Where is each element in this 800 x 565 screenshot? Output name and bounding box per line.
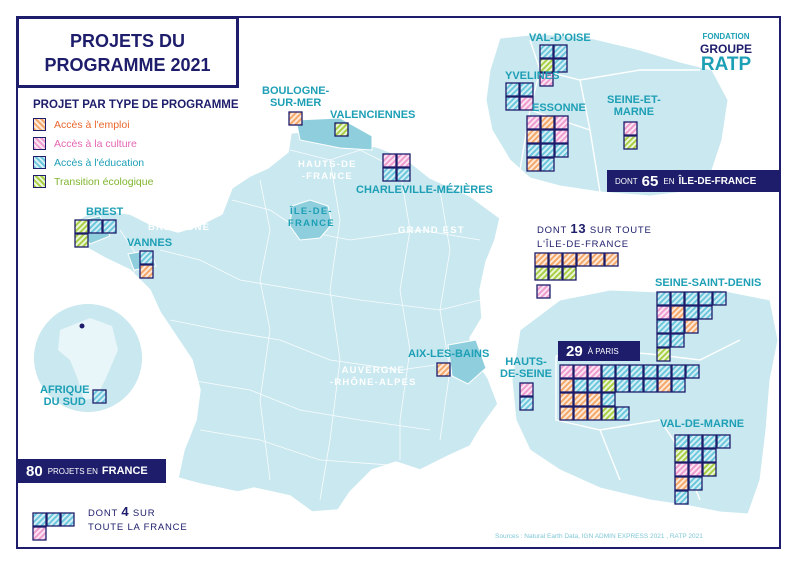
project-square: [289, 112, 302, 125]
legend-label-emploi: Accès à l'emploi: [54, 118, 130, 131]
project-square: [537, 285, 550, 298]
project-square: [541, 144, 554, 157]
note-france-line2: TOUTE LA FRANCE: [88, 522, 188, 533]
project-square: [574, 407, 587, 420]
project-square: [574, 393, 587, 406]
title-line-2: PROGRAMME 2021: [44, 55, 211, 75]
note-france-pre: DONT: [88, 508, 118, 519]
project-square: [616, 365, 629, 378]
project-square: [686, 365, 699, 378]
project-square: [506, 83, 519, 96]
title-line-1: PROJETS DU: [69, 31, 186, 51]
project-square: [554, 45, 567, 58]
note-france-post: SUR: [132, 508, 156, 519]
project-square: [555, 116, 568, 129]
project-square: [671, 334, 684, 347]
note-idf-wide: [537, 222, 652, 252]
label-seine-marne: SEINE-ET- MARNE: [607, 94, 661, 118]
total-idf-post: ÎLE-DE-FRANCE: [678, 175, 757, 187]
project-square: [75, 220, 88, 233]
project-square: [630, 379, 643, 392]
project-square: [33, 513, 46, 526]
project-square: [699, 292, 712, 305]
project-square: [591, 253, 604, 266]
project-square: [527, 144, 540, 157]
project-square: [560, 365, 573, 378]
project-square: [703, 449, 716, 462]
label-vannes: VANNES: [127, 237, 173, 249]
project-square: [93, 390, 106, 403]
project-square: [335, 123, 348, 136]
project-square: [602, 407, 615, 420]
project-square: [560, 407, 573, 420]
project-square: [574, 365, 587, 378]
project-square: [588, 393, 601, 406]
emploi-swatch: [33, 118, 46, 131]
project-square: [717, 435, 730, 448]
project-square: [549, 267, 562, 280]
region-bretagne: BRETAGNE: [148, 222, 211, 233]
total-idf-number: 65: [641, 172, 659, 190]
project-square: [140, 265, 153, 278]
project-square: [675, 449, 688, 462]
project-square: [437, 363, 450, 376]
total-france-number: 80: [26, 462, 43, 480]
education-swatch: [33, 156, 46, 169]
project-square: [657, 348, 670, 361]
project-square: [555, 144, 568, 157]
project-square: [685, 320, 698, 333]
project-square: [624, 136, 637, 149]
total-france-post: FRANCE: [101, 465, 148, 477]
label-afrique: AFRIQUE DU SUD: [40, 384, 90, 408]
project-square: [383, 168, 396, 181]
project-square: [540, 45, 553, 58]
note-idf-line2: L'ÎLE-DE-FRANCE: [537, 239, 629, 250]
project-square: [658, 365, 671, 378]
sources-note: Sources : Natural Earth Data, IGN ADMIN EXPRESS 2021 , RATP 2021: [495, 533, 703, 540]
project-square: [672, 365, 685, 378]
project-square: [657, 334, 670, 347]
project-square: [671, 320, 684, 333]
project-square: [560, 379, 573, 392]
project-square: [535, 267, 548, 280]
project-square: [675, 463, 688, 476]
legend-label-culture: Accès à la culture: [54, 137, 137, 150]
project-square: [47, 513, 60, 526]
project-square: [644, 379, 657, 392]
project-square: [685, 306, 698, 319]
note-idf-post: SUR TOUTE: [589, 225, 652, 236]
label-hauts-seine: HAUTS- DE-SEINE: [500, 356, 552, 380]
project-square: [671, 306, 684, 319]
project-square: [675, 435, 688, 448]
project-square: [588, 365, 601, 378]
project-square: [602, 393, 615, 406]
region-hdf: HAUTS-DE -FRANCE: [298, 159, 357, 182]
label-charleville: CHARLEVILLE-MÉZIÈRES: [356, 184, 493, 196]
project-square: [103, 220, 116, 233]
project-square: [527, 130, 540, 143]
legend-item-emploi: [33, 115, 239, 134]
project-square: [675, 491, 688, 504]
note-france-number: 4: [121, 504, 130, 519]
total-idf-bar: [607, 170, 781, 192]
project-square: [602, 365, 615, 378]
project-square: [602, 379, 615, 392]
project-square: [644, 365, 657, 378]
project-square: [657, 292, 670, 305]
logo-line-3: RATP: [700, 54, 752, 75]
project-square: [33, 527, 46, 540]
project-square: [75, 234, 88, 247]
total-paris-bar: [558, 341, 640, 361]
note-idf-pre: DONT: [537, 225, 567, 236]
project-square: [563, 267, 576, 280]
project-square: [605, 253, 618, 266]
fondation-ratp-logo: [700, 30, 752, 74]
label-seine-st-denis: SEINE-SAINT-DENIS: [655, 277, 762, 289]
total-paris-number: 29: [566, 342, 583, 360]
project-square: [555, 130, 568, 143]
project-square: [520, 383, 533, 396]
region-ara: AUVERGNE -RHÔNE-ALPES: [330, 365, 417, 388]
project-square: [588, 379, 601, 392]
project-square: [657, 320, 670, 333]
petite-couronne-shape: [512, 290, 778, 514]
project-square: [560, 393, 573, 406]
project-square: [657, 306, 670, 319]
project-square: [140, 251, 153, 264]
project-square: [527, 158, 540, 171]
project-square: [535, 253, 548, 266]
project-square: [574, 379, 587, 392]
total-idf-pre: DONT: [615, 176, 638, 186]
project-square: [672, 379, 685, 392]
project-square: [577, 253, 590, 266]
project-square: [397, 154, 410, 167]
note-idf-number: 13: [570, 221, 587, 236]
project-square: [397, 168, 410, 181]
label-brest: BREST: [86, 206, 124, 218]
project-square: [675, 477, 688, 490]
region-grand-est: GRAND EST: [398, 225, 465, 236]
project-square: [527, 116, 540, 129]
project-square: [383, 154, 396, 167]
project-square: [699, 306, 712, 319]
note-france-wide: [88, 505, 187, 535]
project-square: [588, 407, 601, 420]
project-square: [61, 513, 74, 526]
project-square: [506, 97, 519, 110]
total-france-bar: [18, 459, 166, 483]
total-france-pre: PROJETS EN: [47, 466, 98, 476]
label-val-oise: VAL-D'OISE: [529, 32, 591, 44]
project-square: [671, 292, 684, 305]
logo-line-2: GROUPE: [700, 42, 753, 56]
project-square: [713, 292, 726, 305]
project-square: [689, 449, 702, 462]
project-square: [89, 220, 102, 233]
legend-label-transition: Transition écologique: [54, 175, 154, 188]
france-dot: [80, 324, 85, 329]
project-square: [520, 83, 533, 96]
label-yvelines: YVELINES: [505, 70, 560, 82]
project-square: [685, 292, 698, 305]
project-square: [520, 397, 533, 410]
label-essonne: ESSONNE: [532, 102, 586, 114]
culture-swatch: [33, 137, 46, 150]
legend-title: PROJET PAR TYPE DE PROGRAMME: [33, 99, 239, 111]
title-box: [16, 16, 239, 88]
label-valenciennes: VALENCIENNES: [330, 109, 416, 121]
legend-item-culture: [33, 134, 239, 153]
project-square: [541, 158, 554, 171]
project-square: [689, 477, 702, 490]
project-square: [541, 116, 554, 129]
total-paris-post: À PARIS: [587, 346, 619, 356]
project-square: [658, 379, 671, 392]
legend-item-transition: [33, 172, 239, 191]
transition-swatch: [33, 175, 46, 188]
project-square: [616, 407, 629, 420]
project-square: [549, 253, 562, 266]
project-square: [541, 130, 554, 143]
project-square: [689, 435, 702, 448]
label-boulogne: BOULOGNE- SUR-MER: [262, 85, 330, 109]
total-idf-mid: EN: [663, 176, 675, 186]
project-square: [703, 435, 716, 448]
project-square: [689, 463, 702, 476]
region-idf: ÎLE-DE- FRANCE: [288, 206, 335, 229]
project-square: [703, 463, 716, 476]
legend-item-education: [33, 153, 239, 172]
project-square: [563, 253, 576, 266]
project-square: [616, 379, 629, 392]
label-val-marne: VAL-DE-MARNE: [660, 418, 745, 430]
project-square: [624, 122, 637, 135]
label-aix: AIX-LES-BAINS: [408, 348, 490, 360]
logo-line-1: FONDATION: [702, 32, 750, 41]
project-square: [630, 365, 643, 378]
legend: [33, 99, 239, 191]
legend-label-education: Accès à l'éducation: [54, 156, 145, 169]
